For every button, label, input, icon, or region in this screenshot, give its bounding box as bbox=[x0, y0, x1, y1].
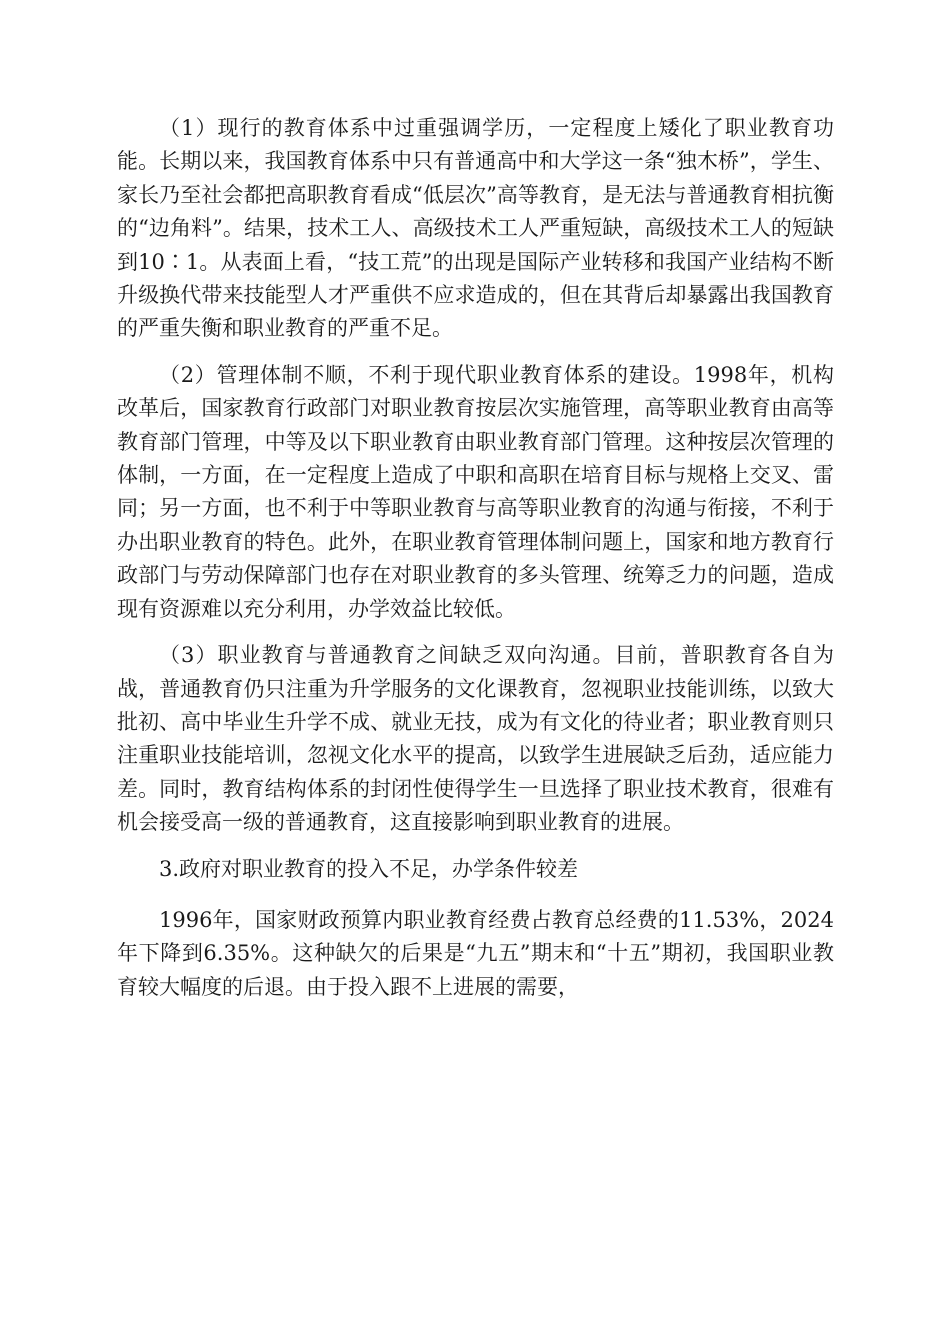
paragraph-2: （2）管理体制不顺，不利于现代职业教育体系的建设。1998年，机构改革后，国家教育行政部门对职业教育按层次实施管理，高等职业教育由高等教育部门管理，中等及以下职业教育由职业教育部门管理。这种按层次管理的体制，一方面，在一定程度上造成了中职和高职在培育目标与规格上交叉、雷同；另一方面，也不利于中等职业教育与高等职业教育的沟通与衔接，不利于办出职业教育的特色。此外，在职业教育管理体制问题上，国家和地方教育行政部门与劳动保障部门也存在对职业教育的多头管理、统筹乏力的问题，造成现有资源难以充分利用，办学效益比较低。 bbox=[117, 362, 834, 621]
paragraph-4: 1996年，国家财政预算内职业教育经费占教育总经费的11.53%，2024年下降到6.35%。这种缺欠的后果是“九五”期末和“十五”期初，我国职业教育较大幅度的后退。由于投入跟不上进展的需要， bbox=[117, 907, 834, 999]
section-heading: 3.政府对职业教育的投入不足，办学条件较差 bbox=[159, 856, 579, 881]
paragraph-3: （3）职业教育与普通教育之间缺乏双向沟通。目前，普职教育各自为战，普通教育仍只注重为升学服务的文化课教育，忽视职业技能训练，以致大批初、高中毕业生升学不成、就业无技，成为有文化的待业者；职业教育则只注重职业技能培训，忽视文化水平的提高，以致学生进展缺乏后劲，适应能力差。同时，教育结构体系的封闭性使得学生一旦选择了职业技术教育，很难有机会接受高一级的普通教育，这直接影响到职业教育的进展。 bbox=[117, 643, 834, 835]
document-page bbox=[117, 112, 834, 1017]
paragraph-1: （1）现行的教育体系中过重强调学历，一定程度上矮化了职业教育功能。长期以来，我国教育体系中只有普通高中和大学这一条“独木桥”，学生、家长乃至社会都把高职教育看成“低层次”高等教育，是无法与普通教育相抗衡的“边角料”。结果，技术工人、高级技术工人严重短缺，高级技术工人的短缺到10∶1。从表面上看，“技工荒”的出现是国际产业转移和我国产业结构不断升级换代带来技能型人才严重供不应求造成的，但在其背后却暴露出我国教育的严重失衡和职业教育的严重不足。 bbox=[117, 116, 834, 341]
